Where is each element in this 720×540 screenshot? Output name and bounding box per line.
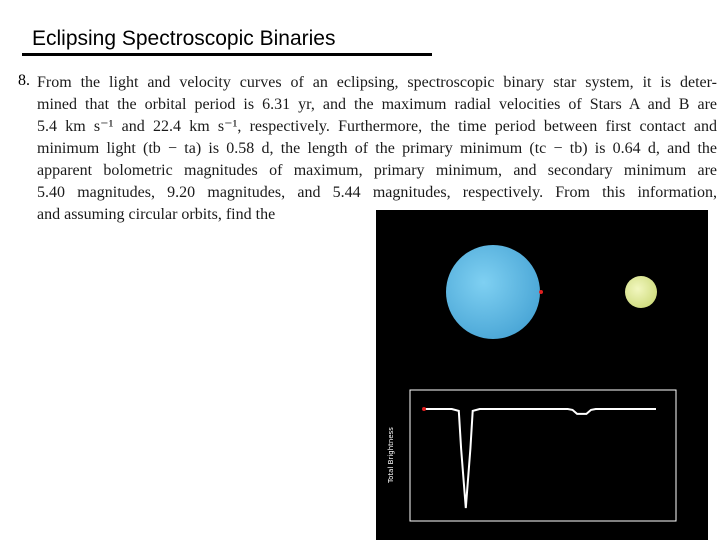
problem-line-4: minimum light (tb − ta) is 0.58 d, the length of the primary minimum (tc − tb) is 0.64 d, and the: [37, 140, 717, 157]
small-yellow-star-icon: [625, 276, 657, 308]
title-underline: [22, 53, 432, 56]
problem-line-6: 5.40 magnitudes, 9.20 magnitudes, and 5.44 magnitudes, respectively. From this information,: [37, 184, 717, 201]
problem-number: 8.: [18, 72, 30, 89]
problem-line-1: From the light and velocity curves of an eclipsing, spectroscopic binary star system, it is deter-: [37, 74, 717, 91]
light-curve-line: [424, 409, 656, 508]
problem-text: [37, 72, 717, 226]
star-position-marker: [539, 290, 543, 294]
problem-line-5: apparent bolometric magnitudes of maximum, primary minimum, and secondary minimum are: [37, 162, 717, 179]
light-curve-marker: [422, 407, 426, 411]
problem-line-7: and assuming circular orbits, find the: [37, 206, 276, 223]
problem-line-3: 5.4 km s⁻¹ and 22.4 km s⁻¹, respectively. Furthermore, the time period between first contact and: [37, 118, 717, 135]
eclipse-animation-svg: [376, 210, 708, 540]
large-blue-star-icon: [446, 245, 540, 339]
y-axis-label: Total Brightness: [387, 427, 395, 483]
eclipse-animation: [376, 210, 708, 540]
slide-title: Eclipsing Spectroscopic Binaries: [32, 27, 336, 50]
problem-line-2: mined that the orbital period is 6.31 yr, and the maximum radial velocities of Stars A and B are: [37, 96, 717, 113]
